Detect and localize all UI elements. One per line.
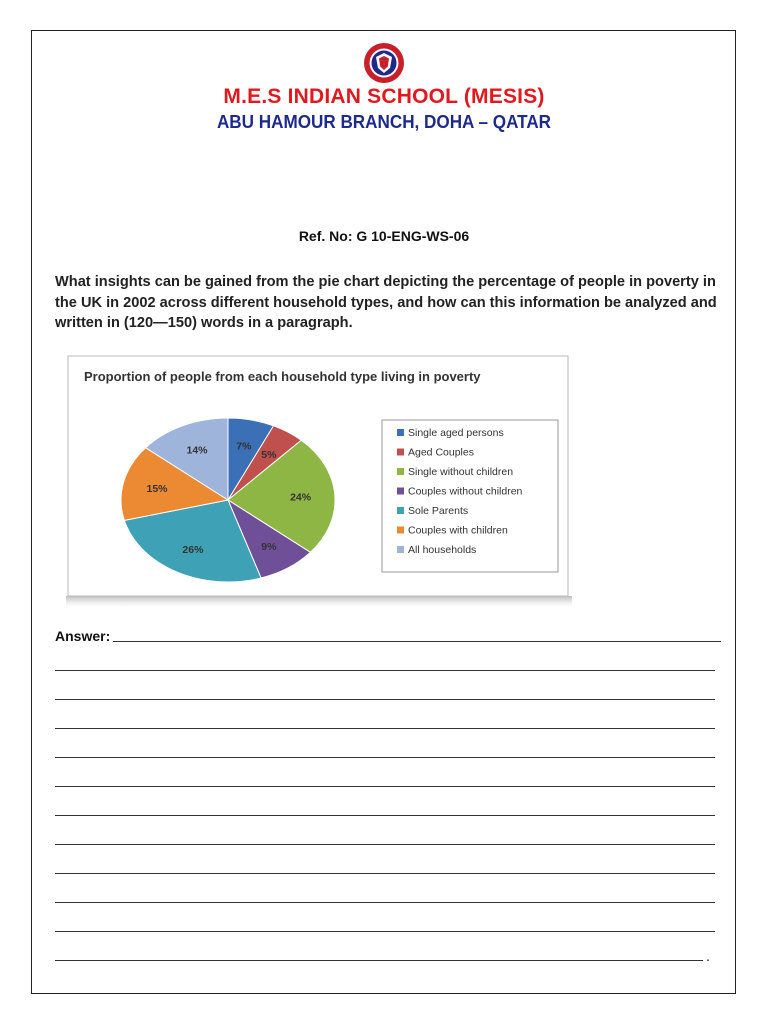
legend-label: Aged Couples [408, 446, 474, 459]
answer-line[interactable] [55, 902, 715, 903]
answer-line[interactable] [55, 844, 715, 845]
legend-swatch [397, 488, 404, 495]
legend-swatch [397, 527, 404, 534]
school-logo [363, 42, 405, 84]
legend-label: Single without children [408, 466, 514, 478]
answer-line[interactable] [55, 960, 703, 961]
legend-label: Couples with children [408, 524, 508, 537]
legend-swatch [397, 546, 404, 553]
legend-swatch [397, 429, 404, 436]
pie-data-label: 14% [186, 444, 208, 457]
legend-label: Single aged persons [408, 427, 504, 439]
answer-line[interactable] [55, 873, 715, 874]
pie-data-label: 24% [290, 491, 312, 504]
answer-line[interactable] [113, 641, 721, 642]
pie-data-label: 9% [261, 541, 277, 554]
pie-data-label: 26% [182, 543, 204, 556]
legend-swatch [397, 468, 404, 475]
answer-line[interactable] [55, 815, 715, 816]
answer-line[interactable] [55, 670, 715, 671]
answer-line[interactable] [55, 728, 715, 729]
chart-shadow [66, 596, 572, 607]
pie-chart [62, 352, 576, 609]
answer-line[interactable] [55, 699, 715, 700]
question-text: What insights can be gained from the pie chart depicting the percentage of people in poverty in the UK in 2002 across different household types, and how can this information be analyzed and written in (120—150) words in a paragraph. [55, 274, 717, 331]
legend-label: All households [408, 544, 477, 556]
answer-line[interactable] [55, 786, 715, 787]
chart-title: Proportion of people from each household type living in poverty [84, 369, 481, 384]
pie-data-label: 7% [236, 440, 252, 453]
school-name: M.E.S INDIAN SCHOOL (MESIS) [223, 85, 545, 108]
legend-label: Couples without children [408, 485, 523, 498]
reference-number: Ref. No: G 10-ENG-WS-06 [298, 228, 470, 244]
answer-end-period: . [706, 948, 710, 964]
branch-name: ABU HAMOUR BRANCH, DOHA – QATAR [216, 112, 552, 132]
legend-label: Sole Parents [408, 505, 469, 517]
answer-line[interactable] [55, 931, 715, 932]
legend-swatch [397, 449, 404, 456]
answer-label: Answer: [55, 628, 111, 644]
answer-line[interactable] [55, 757, 715, 758]
pie-data-label: 5% [261, 448, 277, 461]
legend-swatch [397, 507, 404, 514]
pie-data-label: 15% [146, 482, 168, 495]
